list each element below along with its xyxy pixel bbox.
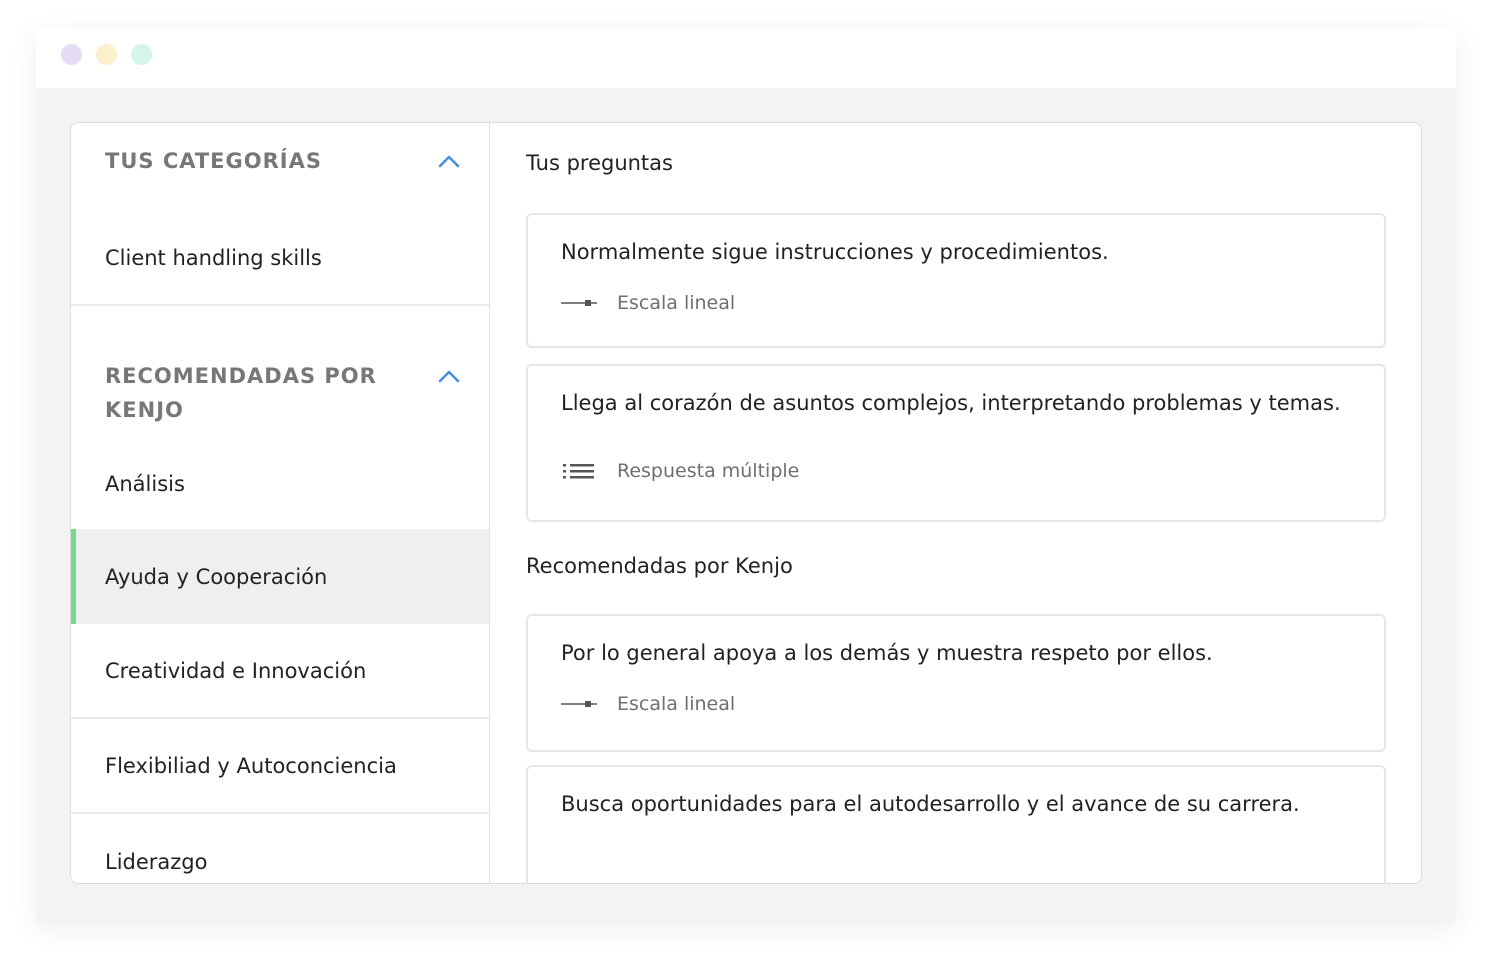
question-card[interactable] — [526, 364, 1386, 522]
sidebar-item-client-handling-skills[interactable] — [71, 233, 489, 283]
question-type — [561, 292, 735, 314]
question-type — [561, 460, 799, 482]
app-window — [36, 28, 1456, 923]
window-dot-1 — [61, 44, 82, 65]
question-card[interactable] — [526, 614, 1386, 752]
question-picker-panel — [70, 122, 1422, 884]
question-card[interactable] — [526, 213, 1386, 348]
your-questions-heading: Tus preguntas — [526, 151, 673, 175]
question-text: Normalmente sigue instrucciones y procedimientos. — [561, 240, 1109, 264]
chevron-up-icon[interactable] — [438, 369, 460, 383]
categories-sidebar — [71, 123, 490, 883]
sidebar-item-label: Análisis — [105, 472, 185, 496]
sidebar-item-creatividad-e-innovacion[interactable] — [71, 624, 489, 718]
section-title-categories: TUS CATEGORÍAS — [105, 149, 322, 173]
sidebar-item-flexibiliad-y-autoconciencia[interactable] — [71, 719, 489, 812]
recommended-heading: Recomendadas por Kenjo — [526, 554, 793, 578]
question-type — [561, 693, 735, 715]
sidebar-item-label: Client handling skills — [105, 246, 322, 270]
question-text: Llega al corazón de asuntos complejos, interpretando problemas y temas. — [561, 391, 1341, 415]
question-type-label: Escala lineal — [617, 292, 736, 314]
sidebar-divider — [71, 304, 489, 306]
question-card[interactable] — [526, 765, 1386, 884]
question-text: Busca oportunidades para el autodesarrollo y el avance de su carrera. — [561, 792, 1300, 816]
sidebar-item-label: Flexibiliad y Autoconciencia — [105, 753, 397, 778]
section-title-line: KENJO — [105, 398, 184, 422]
sidebar-item-ayuda-y-cooperacion[interactable] — [71, 529, 489, 624]
window-dot-3 — [131, 44, 152, 65]
sidebar-item-label: Liderazgo — [105, 849, 208, 874]
window-titlebar — [36, 28, 1456, 88]
sidebar-item-analisis[interactable] — [71, 459, 489, 509]
question-text: Por lo general apoya a los demás y muestra respeto por ellos. — [561, 641, 1213, 665]
question-type-label: Respuesta múltiple — [617, 460, 800, 482]
linear-scale-icon — [561, 298, 597, 308]
section-title-line: RECOMENDADAS POR — [105, 364, 377, 388]
sidebar-item-label: Creatividad e Innovación — [105, 659, 367, 683]
list-icon — [561, 463, 597, 479]
section-title-recommended — [105, 359, 405, 427]
sidebar-item-liderazgo[interactable] — [71, 814, 489, 884]
sidebar-item-label: Ayuda y Cooperación — [105, 564, 328, 589]
question-type-label: Escala lineal — [617, 693, 736, 715]
active-item-indicator — [71, 529, 76, 624]
questions-area — [490, 123, 1421, 883]
chevron-up-icon[interactable] — [438, 154, 460, 168]
linear-scale-icon — [561, 699, 597, 709]
window-dot-2 — [96, 44, 117, 65]
